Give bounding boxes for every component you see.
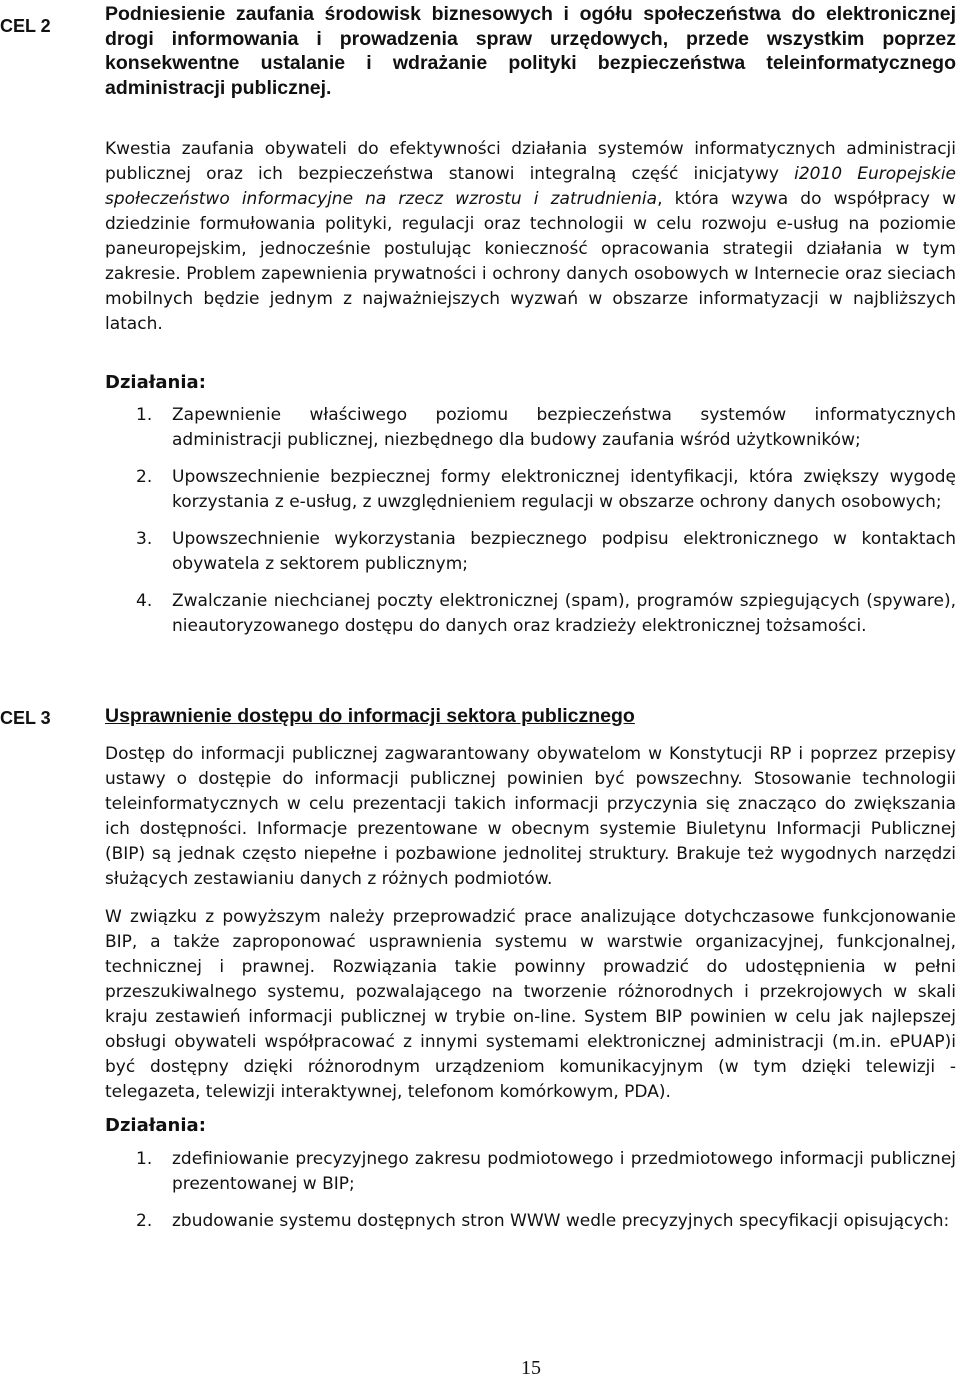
list-item	[105, 1209, 956, 1234]
list-item	[105, 589, 956, 639]
cel-2-paragraph	[105, 137, 956, 337]
list-item-number: 3.	[136, 529, 153, 549]
cel-2-label: CEL 2	[0, 16, 51, 36]
cel-2-paragraph-text-2: , która wzywa do współpracy w dziedzinie formułowania polityki, regulacji oraz technologii w celu rozwoju e-usług na poziomie paneuropejskim, jednocześnie postulując konieczność opracowania strategii działania w tym zakresie. Problem zapewnienia prywatności i ochrony danych osobowych w Internecie oraz sieciach mobilnych będzie jednym z najważniejszych wyzwań w obszarze informatyzacji w najbliższych latach.	[105, 189, 956, 334]
list-item-number: 4.	[136, 591, 153, 611]
cel-3-label: CEL 3	[0, 708, 51, 728]
cel-3-section	[105, 704, 956, 1234]
list-item	[105, 1147, 956, 1197]
list-item-number: 1.	[136, 1148, 153, 1169]
cel-2-paragraph-text-1: Kwestia zaufania obywateli do efektywności działania systemów informatycznych administracji publicznej oraz ich bezpieczeństwa stanowi integralną część inicjatywy	[105, 139, 956, 184]
cel-2-section	[105, 2, 956, 639]
cel-2-heading: Podniesienie zaufania środowisk biznesowych i ogółu społeczeństwa do elektronicznej drogi informowania i prowadzenia spraw urzędowych, przede wszystkim poprzez konsekwentne ustalanie i wdrażanie polityki bezpieczeństwa teleinformatycznego administracji publicznej.	[105, 3, 956, 99]
cel-3-actions-list	[105, 1147, 956, 1234]
cel-3-paragraph-1: Dostęp do informacji publicznej zagwarantowany obywatelom w Konstytucji RP i poprzez przepisy ustawy o dostępie do informacji publicznej powinien być powszechny. Stosowanie technologii teleinformatycznych w celu prezentacji takich informacji przyczynia się znacząco do zwiększania ich dostępności. Informacje prezentowane w obecnym systemie Biuletynu Informacji Publicznej (BIP) są jednak często niepełne i pozbawione jednolitej struktury. Brakuje też wygodnych narzędzi służących zestawianiu danych z różnych podmiotów.	[105, 743, 956, 889]
cel-2-actions-list	[105, 403, 956, 639]
list-item-text: Zapewnienie właściwego poziomu bezpieczeństwa systemów informatycznych administracji publicznej, niezbędnego dla budowy zaufania wśród użytkowników;	[172, 405, 956, 450]
list-item-number: 1.	[136, 405, 153, 425]
list-item	[105, 527, 956, 577]
list-item-text: Upowszechnienie wykorzystania bezpiecznego podpisu elektronicznego w kontaktach obywatela z sektorem publicznym;	[172, 529, 956, 574]
cel-3-paragraph-2: W związku z powyższym należy przeprowadzić prace analizujące dotychczasowe funkcjonowanie BIP, a także zaproponować usprawnienia systemu w warstwie organizacyjnej, funkcjonalnej, technicznej i prawnej. Rozwiązania takie powinny prowadzić do udostępnienia w pełni przeszukiwalnego systemu, pozwalającego na tworzenie różnorodnych i przekrojowych w skali kraju zestawień informacji publicznej w trybie on-line. System BIP powinien w celu jak najlepszej obsługi obywateli współpracować z innymi systemami elektronicznej administracji (m.in. ePUAP)i być dostępny dzięki różnorodnym urządzeniom komunikacyjnym (w tym dzięki telewizji - telegazeta, telewizji interaktywnej, telefonom komórkowym, PDA).	[105, 906, 956, 1102]
list-item-number: 2.	[136, 467, 153, 487]
list-item-text: Zwalczanie niechcianej poczty elektronicznej (spam), programów szpiegujących (spyware), nieautoryzowanego dostępu do danych oraz kradzieży elektronicznej tożsamości.	[172, 591, 956, 636]
cel-2-initiative-title: i2010 Europejskie społeczeństwo informacyjne na rzecz wzrostu i zatrudnienia	[105, 164, 957, 209]
list-item-text: zdefiniowanie precyzyjnego zakresu podmiotowego i przedmiotowego informacji publicznej prezentowanej w BIP;	[172, 1148, 956, 1194]
list-item	[105, 403, 956, 453]
list-item	[105, 465, 956, 515]
cel-2-actions-title: Działania:	[105, 372, 206, 393]
cel-3-actions-title: Działania:	[105, 1114, 206, 1136]
page-number: 15	[521, 1357, 541, 1379]
list-item-number: 2.	[136, 1210, 153, 1231]
cel-3-heading: Usprawnienie dostępu do informacji sektora publicznego	[105, 705, 635, 727]
list-item-text: Upowszechnienie bezpiecznej formy elektronicznej identyfikacji, która zwiększy wygodę korzystania z e-usług, z uwzględnieniem regulacji w obszarze ochrony danych osobowych;	[172, 467, 956, 512]
list-item-text: zbudowanie systemu dostępnych stron WWW wedle precyzyjnych specyfikacji opisujących:	[172, 1210, 950, 1231]
